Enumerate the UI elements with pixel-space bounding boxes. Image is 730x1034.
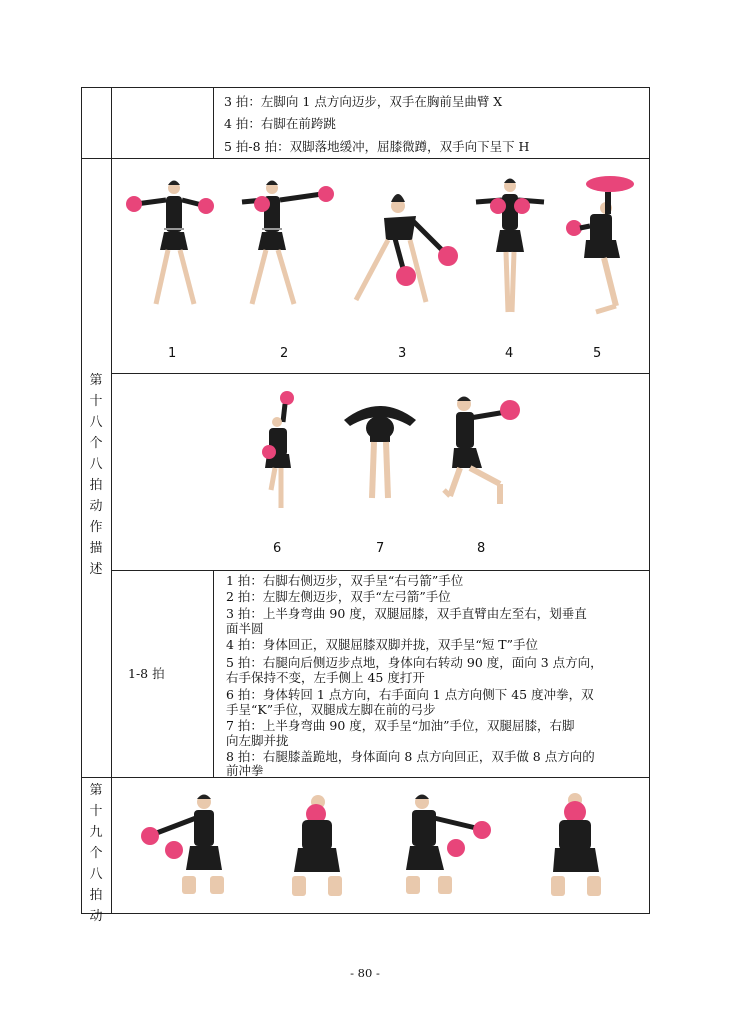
section19-figure-4 bbox=[547, 792, 607, 902]
figure-number-4: 4 bbox=[505, 346, 514, 361]
row-divider-desc bbox=[111, 570, 650, 571]
col-divider-2-desc bbox=[213, 570, 214, 777]
figure-8-pose bbox=[440, 392, 524, 512]
section19-char: 十 bbox=[89, 804, 103, 819]
section19-figure-2 bbox=[288, 792, 348, 902]
figure-number-6: 6 bbox=[273, 541, 282, 556]
figure-1-pose bbox=[124, 176, 224, 316]
row-divider-top bbox=[81, 158, 650, 159]
figure-2-pose bbox=[234, 176, 344, 316]
beat-desc-6b: 手呈“K”手位，双腿成左脚在前的弓步 bbox=[226, 702, 436, 717]
section18-char: 八 bbox=[89, 457, 103, 472]
section19-char: 八 bbox=[89, 867, 103, 882]
figure-number-5: 5 bbox=[593, 346, 602, 361]
section18-char: 述 bbox=[89, 562, 103, 577]
figure-number-1: 1 bbox=[168, 346, 177, 361]
section18-char: 动 bbox=[89, 499, 103, 514]
beat-desc-5b: 右手保持不变，左手侧上 45 度打开 bbox=[226, 670, 425, 685]
col-divider-1-top bbox=[111, 87, 112, 777]
beat-desc-8a: 8 拍：右腿膝盖跪地，身体面向 8 点方向回正，双手做 8 点方向的 bbox=[226, 749, 595, 764]
figure-4-pose bbox=[470, 176, 550, 316]
col-divider-2-top bbox=[213, 87, 214, 158]
section18-title bbox=[81, 370, 111, 580]
section19-char: 九 bbox=[89, 825, 103, 840]
section18-char: 个 bbox=[89, 436, 103, 451]
beat-desc-4: 4 拍：身体回正，双腿屈膝双脚并拢，双手呈“短 T”手位 bbox=[226, 637, 539, 652]
figure-number-2: 2 bbox=[280, 346, 289, 361]
figure-5-pose bbox=[560, 174, 640, 318]
section18-char: 十 bbox=[89, 394, 103, 409]
row-divider-section19 bbox=[81, 777, 650, 778]
section18-char: 八 bbox=[89, 415, 103, 430]
top-row-line-3: 5 拍-8 拍：双脚落地缓冲，屈膝微蹲，双手向下呈下 H bbox=[224, 139, 530, 154]
beat-desc-8b: 前冲拳 bbox=[226, 763, 264, 778]
figure-number-7: 7 bbox=[376, 541, 385, 556]
section19-figure-1 bbox=[138, 792, 228, 902]
top-row-line-1: 3 拍：左脚向 1 点方向迈步，双手在胸前呈曲臂 X bbox=[224, 94, 503, 109]
figure-number-3: 3 bbox=[398, 346, 407, 361]
section19-figure-3 bbox=[404, 792, 496, 902]
table-border-bottom bbox=[81, 913, 650, 914]
top-row-line-2: 4 拍：右脚在前跨跳 bbox=[224, 116, 336, 131]
section19-title bbox=[81, 780, 111, 927]
figure-number-8: 8 bbox=[477, 541, 486, 556]
section19-char: 个 bbox=[89, 846, 103, 861]
section18-char: 拍 bbox=[89, 478, 103, 493]
figure-3-pose bbox=[346, 182, 466, 312]
beat-desc-2: 2 拍：左脚左侧迈步，双手“左弓箭”手位 bbox=[226, 589, 451, 604]
section19-char: 第 bbox=[89, 783, 103, 798]
beat-label: 1-8 拍 bbox=[128, 666, 165, 681]
beat-desc-5a: 5 拍：右腿向后侧迈步点地，身体向右转动 90 度，面向 3 点方向， bbox=[226, 655, 603, 670]
table-border-right bbox=[649, 87, 650, 913]
section18-char: 第 bbox=[89, 373, 103, 388]
beat-desc-7b: 向左脚并拢 bbox=[226, 733, 289, 748]
beat-desc-7a: 7 拍：上半身弯曲 90 度，双手呈“加油”手位，双腿屈膝，右脚 bbox=[226, 718, 575, 733]
beat-desc-3a: 3 拍：上半身弯曲 90 度，双腿屈膝，双手直臂由左至右，划垂直 bbox=[226, 606, 587, 621]
beat-desc-1: 1 拍：右脚右侧迈步，双手呈“右弓箭”手位 bbox=[226, 573, 464, 588]
figure-6-pose bbox=[255, 392, 305, 512]
section18-char: 作 bbox=[89, 520, 103, 535]
col-divider-section19 bbox=[111, 777, 112, 913]
section19-char: 动 bbox=[89, 909, 103, 924]
row-divider-figs bbox=[111, 373, 650, 374]
page-number: - 80 - bbox=[350, 966, 380, 980]
section18-char: 描 bbox=[89, 541, 103, 556]
beat-desc-6a: 6 拍：身体转回 1 点方向，右手面向 1 点方向侧下 45 度冲拳，双 bbox=[226, 687, 594, 702]
section19-char: 拍 bbox=[89, 888, 103, 903]
table-border-top bbox=[81, 87, 650, 88]
beat-desc-3b: 面半圆 bbox=[226, 621, 264, 636]
figure-7-pose bbox=[340, 398, 420, 504]
